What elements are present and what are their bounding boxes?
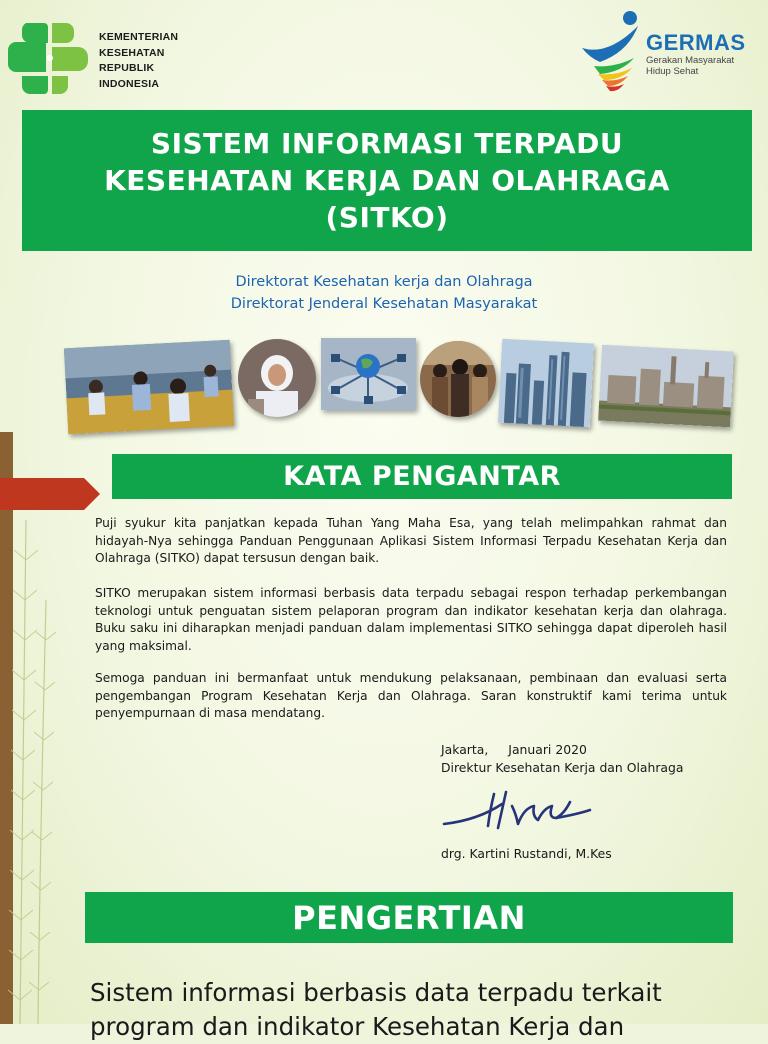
pengertian-heading: PENGERTIAN bbox=[85, 892, 733, 943]
title-line: SISTEM INFORMASI TERPADU bbox=[150, 127, 624, 160]
place: Jakarta, bbox=[441, 742, 489, 757]
pengertian-line: Sistem informasi berbasis data terpadu terkait bbox=[90, 978, 662, 1007]
fern-decoration-icon bbox=[0, 520, 60, 1024]
ministry-line: INDONESIA bbox=[99, 77, 160, 90]
subtitle-directorate: Direktorat Kesehatan kerja dan Olahraga bbox=[235, 274, 533, 290]
ministry-line: KESEHATAN bbox=[99, 46, 165, 59]
photo-industrial-plant bbox=[598, 345, 734, 428]
signer-position: Direktur Kesehatan Kerja dan Olahraga bbox=[441, 760, 684, 775]
ministry-name bbox=[99, 30, 178, 92]
photo-factory-workers bbox=[64, 340, 234, 435]
signature bbox=[438, 784, 598, 840]
germas-tagline-line: Gerakan Masyarakat bbox=[646, 55, 735, 66]
germas-title: GERMAS bbox=[646, 30, 746, 55]
pengertian-line: program dan indikator Kesehatan Kerja dan bbox=[90, 1012, 625, 1041]
foreword-paragraph: SITKO merupakan sistem informasi berbasis data terpadu sebagai respon terhadap perkembangan teknologi untuk penguatan sistem pelaporan program dan indikator kesehatan kerja dan olahraga. Buku saku ini diharapkan menjadi panduan dalam implementasi SITKO sehingga dapat diperoleh hasil yang maksimal. bbox=[95, 586, 727, 653]
date: Januari 2020 bbox=[508, 742, 587, 757]
kemenkes-logo bbox=[6, 18, 92, 96]
ministry-line: REPUBLIK bbox=[99, 62, 155, 74]
photo-network-globe bbox=[321, 338, 416, 410]
title-line: KESEHATAN KERJA DAN OLAHRAGA bbox=[104, 164, 670, 197]
ministry-line: KEMENTERIAN bbox=[99, 31, 179, 43]
foreword-paragraph: Semoga panduan ini bermanfaat untuk mendukung pelaksanaan, pembinaan dan evaluasi serta pengembangan Program Kesehatan Kerja dan Olahraga. Saran konstruktif kami terima untuk penyempurnaan di masa mendatang. bbox=[95, 671, 727, 720]
title-line: (SITKO) bbox=[325, 201, 449, 234]
germas-tagline-line: Hidup Sehat bbox=[646, 65, 699, 77]
signer-name: drg. Kartini Rustandi, M.Kes bbox=[441, 846, 612, 861]
foreword-paragraph: Puji syukur kita panjatkan kepada Tuhan Yang Maha Esa, yang telah melimpahkan rahmat dan hidayah-Nya sehingga Panduan Penggunaan Aplikasi Sistem Informasi Terpadu Kesehatan Kerja dan Olahraga (SITKO) dapat tersusun dengan baik. bbox=[95, 516, 727, 565]
title-banner bbox=[22, 110, 752, 251]
photo-worker-headscarf bbox=[238, 339, 316, 417]
place-date bbox=[441, 741, 587, 759]
pengertian-text bbox=[90, 976, 740, 1044]
arrow-decoration-icon bbox=[0, 478, 100, 510]
germas-tagline bbox=[646, 56, 734, 77]
kata-pengantar-heading: KATA PENGANTAR bbox=[112, 454, 732, 499]
germas-logo bbox=[578, 8, 650, 92]
subtitle-directorate-general: Direktorat Jenderal Kesehatan Masyarakat bbox=[230, 296, 538, 312]
photo-city-skyline bbox=[498, 339, 594, 428]
photo-group-women bbox=[420, 341, 496, 417]
